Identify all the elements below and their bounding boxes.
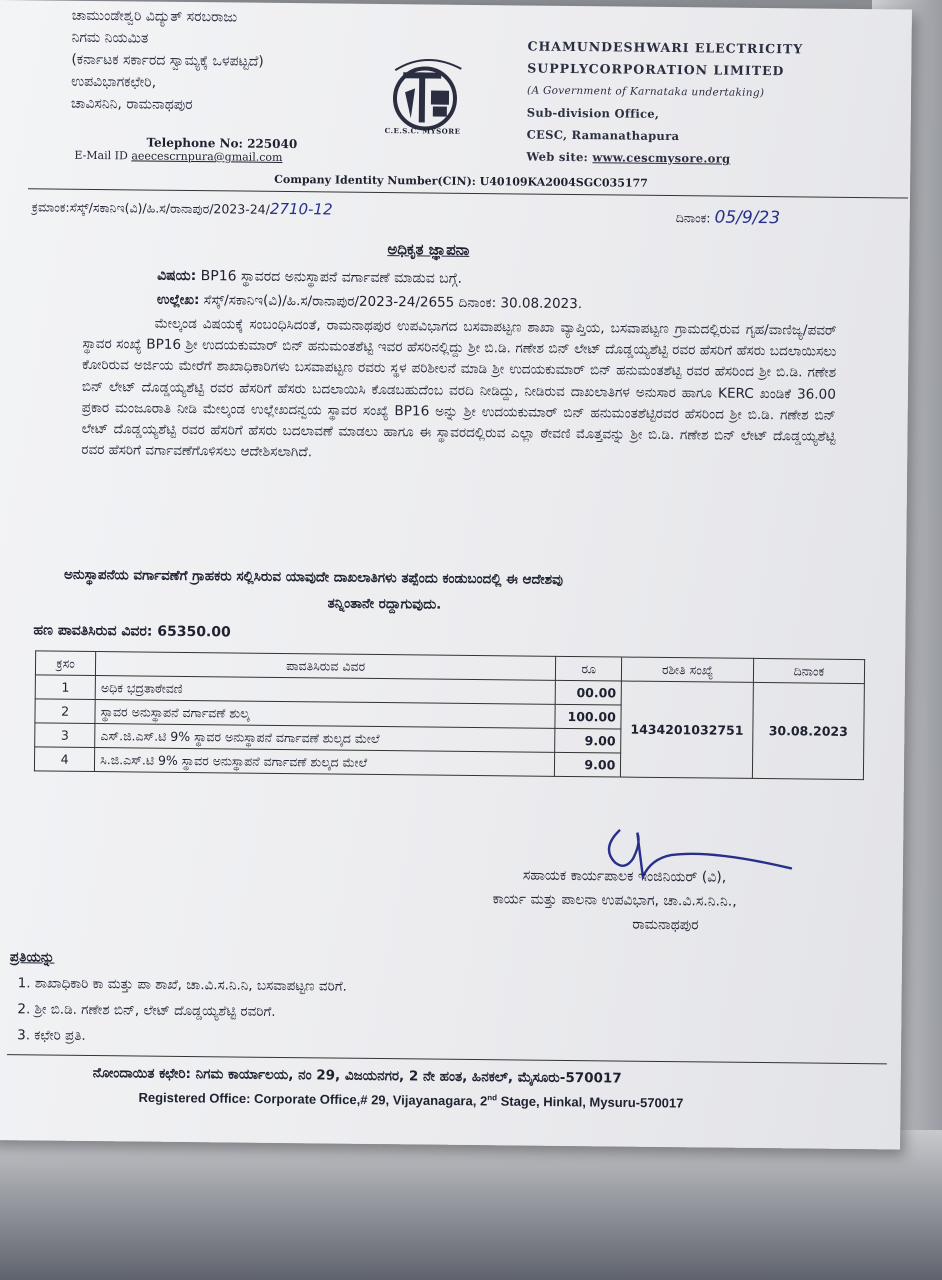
email-link[interactable]: aeecescrnpura@gmail.com <box>131 149 283 164</box>
body-paragraph: ಮೇಲ್ಕಂಡ ವಿಷಯಕ್ಕೆ ಸಂಬಂಧಿಸಿದಂತೆ, ರಾಮನಾಥಪುರ ಉಪವಿಭಾಗದ ಬಸವಾಪಟ್ಟಣ ಶಾಖಾ ವ್ಯಾಪ್ತಿಯ, ಬಸವಾಪಟ್ಟಣ ಗ್ರಾಮದಲ್ಲಿರುವ ಗೃಹ/ವಾಣಿಜ್ಯ/ಪವರ್ ಸ್ಥಾವರ ಸಂಖ್ಯೆ BP16 ಶ್ರೀ ಉದಯಕುಮಾರ್ ಬಿನ್ ಹನುಮಂತಶೆಟ್ಟಿ ಇವರ ಹೆಸರಿನಲ್ಲಿದ್ದು ಶ್ರೀ ಬಿ.ಡಿ. ಗಣೇಶ ಬಿನ್ ಲೇಟ್ ದೊಡ್ಡಯ್ಯಶೆಟ್ಟಿ ರವರ ಹೆಸರಿಗೆ ಹೆಸರು ಬದಲಾಯಿಸಲು ಕೋರಿರುವ ಅರ್ಜಿಯ ಮೇರೆಗೆ ಶಾಖಾಧಿಕಾರಿಗಳು ಬಸವಾಪಟ್ಟಣ ರವರು ಸ್ಥಳ ಪರಿಶೀಲನೆ ಮಾಡಿ ಶ್ರೀ ಉದಯಕುಮಾರ್ ಬಿನ್ ಹನುಮಂತಶೆಟ್ಟಿ ರವರ ಹೆಸರಿಂದ ಶ್ರೀ ಬಿ.ಡಿ. ಗಣೇಶ ಬಿನ್ ಲೇಟ್ ದೊಡ್ಡಯ್ಯಶೆಟ್ಟಿ ರವರ ಹೆಸರಿಗೆ ಹೆಸರು ಬದಲಾಯಿಸಿ ಕೊಡಬಹುದೆಂಬ ವರದಿ ನೀಡಿದ್ದು, ನೀಡಿರುವ ದಾಖಲಾತಿಗಳ ಅನುಸಾರ ಹಾಗೂ KERC ಖಂಡಿಕೆ 36.00 ಪ್ರಕಾರ ಮಂಜೂರಾತಿ ನೀಡಿ ಮೇಲ್ಕಂಡ ಉಲ್ಲೇಖದನ್ವಯ ಸ್ಥಾವರ ಸಂಖ್ಯೆ BP16 ಅನ್ನು ಶ್ರೀ ಉದಯಕುಮಾರ್ ಬಿನ್ ಹನುಮಂತಶೆಟ್ಟಿರವರ ಹೆಸರಿಂದ ಶ್ರೀ ಬಿ.ಡಿ. ಗಣೇಶ ಬಿನ್ ಲೇಟ್ ದೊಡ್ಡಯ್ಯಶೆಟ್ಟಿ ರವರ ಹೆಸರಿಗೆ ಹೆಸರು ಬದಲಾವಣೆ ಮಾಡಲು ಹಾಗೂ ಈ ಸ್ಥಾವರದಲ್ಲಿರುವ ಎಲ್ಲಾ ಠೇವಣಿ ಮೊತ್ತವನ್ನು ಶ್ರೀ ಬಿ.ಡಿ. ಗಣೇಶ ಬಿನ್ ಲೇಟ್ ದೊಡ್ಡಯ್ಯಶೆಟ್ಟಿ ರವರ ಹೆಸರಿಗೆ ವರ್ಗಾವಣೆಗೊಳಿಸಲು ಆದೇಶಿಸಲಾಗಿದೆ. <box>81 315 837 461</box>
warning-line-1: ಅನುಸ್ಥಾಪನೆಯ ವರ್ಗಾವಣೆಗೆ ಗ್ರಾಹಕರು ಸಲ್ಲಿಸಿರುವ ಯಾವುದೇ ದಾಖಲಾತಿಗಳು ತಪ್ಪೆಂದು ಕಂಡುಬಂದಲ್ಲಿ ಈ ಆದೇಶವು <box>63 566 564 588</box>
footer-english <box>138 1090 683 1111</box>
date-line <box>676 207 781 228</box>
reference-text: ಸೆಸ್ಕ್/ಸಕಾನಿಇ(ವಿ)/ಹಿ.ಸ/ರಾನಾಪುರ/2023-24/2655 ದಿನಾಂಕ: 30.08.2023. <box>203 292 583 313</box>
subject-text: BP16 ಸ್ಥಾವರದ ಅನುಸ್ಥಾಪನೆ ವರ್ಗಾವಣೆ ಮಾಡುವ ಬಗ್ಗೆ. <box>200 268 463 287</box>
background-floor <box>0 1130 942 1280</box>
footer-divider <box>7 1054 887 1064</box>
header-kannada <box>71 5 265 117</box>
header-sno: ಕ್ರಸಂ <box>35 651 95 676</box>
signature-line-1: ಸಹಾಯಕ ಕಾರ್ಯಪಾಲಕ ಇಂಜಿನಿಯರ್ (ವಿ), <box>522 867 727 886</box>
subject-line <box>157 268 462 287</box>
subject-label: ವಿಷಯ: <box>157 267 197 285</box>
cell-amount: 9.00 <box>555 728 622 753</box>
header-description: ಪಾವತಿಸಿರುವ ವಿವರ <box>96 652 556 681</box>
footer-kannada: ನೋಂದಾಯಿತ ಕಛೇರಿ: ನಿಗಮ ಕಾರ್ಯಾಲಯ, ನಂ 29, ವಿಜಯನಗರ, 2 ನೇ ಹಂತ, ಹಿನಕಲ್, ಮೈಸೂರು-570017 <box>92 1065 622 1087</box>
cell-sno: 3 <box>35 723 95 748</box>
copies-block <box>9 944 347 1052</box>
copies-heading: ಪ್ರತಿಯನ್ನು <box>9 949 55 966</box>
website-line <box>526 146 802 171</box>
document-title: ಅಧಿಕೃತ ಜ್ಞಾಪನಾ <box>387 240 470 259</box>
cell-receipt-date: 30.08.2023 <box>752 682 864 779</box>
signature-line-2: ಕಾರ್ಯ ಮತ್ತು ಪಾಲನಾ ಉಪವಿಭಾಗ, ಚಾ.ವಿ.ಸ.ನಿ.ನಿ., <box>492 891 737 910</box>
header-en-line: Sub-division Office, <box>526 105 660 121</box>
header-en-line: SUPPLYCORPORATION LIMITED <box>527 60 785 79</box>
website-label: Web site: <box>526 149 589 165</box>
warning-line-2: ತನ್ನಿಂತಾನೇ ರದ್ದಾಗುವುದು. <box>327 595 442 613</box>
handwritten-date: 05/9/23 <box>714 207 781 229</box>
cesc-logo <box>381 52 472 139</box>
cell-description: ಅಧಿಕ ಭದ್ರತಾಠೇವಣಿ <box>95 676 555 705</box>
payment-table <box>34 650 865 780</box>
date-label: ದಿನಾಂಕ: <box>675 210 711 226</box>
email-line <box>74 149 282 164</box>
header-kn-line: ನಿಗಮ ನಿಯಮಿತ <box>71 29 149 47</box>
copy-item: 2. ಶ್ರೀ ಬಿ.ಡಿ. ಗಣೇಶ ಬಿನ್, ಲೇಟ್ ದೊಡ್ಡಯ್ಯಶೆಟ್ಟಿ ರವರಿಗೆ. <box>17 1001 276 1020</box>
cell-sno: 4 <box>34 747 94 772</box>
header-en-line: (A Government of Karnataka undertaking) <box>527 84 765 100</box>
footer-en-suffix: Stage, Hinkal, Mysuru-570017 <box>496 1093 684 1111</box>
cin-number: Company Identity Number(CIN): U40109KA2004SGC035177 <box>274 172 648 190</box>
header-receipt: ರಶೀತಿ ಸಂಖ್ಯೆ <box>622 657 754 682</box>
logo-caption: C.E.S.C. MYSORE <box>384 126 461 136</box>
reference-number: ಕ್ರಮಾಂಕ:ಸೆಸ್ಕ್/ಸಕಾನಿಇ(ವಿ)/ಹಿ.ಸ/ರಾನಾಪುರ/2023-24/ <box>31 199 270 217</box>
cell-amount: 00.00 <box>555 680 622 705</box>
email-label: E-Mail ID <box>74 148 128 163</box>
footer-en-sup: nd <box>487 1093 498 1103</box>
signature-block <box>492 864 737 938</box>
header-kn-line: ಉಪವಿಭಾಗಕಛೇರಿ, <box>71 73 157 91</box>
cell-description: ಎಸ್.ಜಿ.ಎಸ್.ಟಿ 9% ಸ್ಥಾವರ ಅನುಸ್ಥಾಪನೆ ವರ್ಗಾವಣೆ ಶುಲ್ಕದ ಮೇಲೆ <box>95 724 555 753</box>
reference-label: ಉಲ್ಲೇಖ: <box>156 291 200 309</box>
reference-line <box>32 197 333 218</box>
header-kn-line: ಚಾವಿಸನಿನಿ, ರಾಮನಾಥಪುರ <box>70 95 193 114</box>
copy-item: 1. ಶಾಖಾಧಿಕಾರಿ ಕಾ ಮತ್ತು ಪಾ ಶಾಖೆ, ಚಾ.ವಿ.ಸ.ನಿ.ನಿ, ಬಸವಾಪಟ್ಟಣ ವರಿಗೆ. <box>17 975 347 995</box>
cell-amount: 9.00 <box>554 752 621 777</box>
cell-receipt-number: 1434201032751 <box>621 681 754 778</box>
telephone: Telephone No: 225040 <box>146 135 298 152</box>
header-en-line: CHAMUNDESHWARI ELECTRICITY <box>527 38 804 57</box>
cell-sno: 2 <box>35 699 95 724</box>
cell-description: ಸ್ಥಾವರ ಅನುಸ್ಥಾಪನೆ ವರ್ಗಾವಣೆ ಶುಲ್ಕ <box>95 700 555 729</box>
header-divider <box>28 188 908 198</box>
footer-en-prefix: Registered Office: Corporate Office,# 29, Vijayanagara, 2 <box>138 1089 488 1109</box>
header-kn-line: (ಕರ್ನಾಟಕ ಸರ್ಕಾರದ ಸ್ವಾಮ್ಯಕ್ಕೆ ಒಳಪಟ್ಟದೆ) <box>71 51 264 70</box>
header-en-line: CESC, Ramanathapura <box>526 127 680 144</box>
header-kn-line: ಚಾಮುಂಡೇಶ್ವರಿ ವಿದ್ಯುತ್ ಸರಬರಾಜು <box>71 7 238 26</box>
cell-description: ಸಿ.ಜಿ.ಎಸ್.ಟಿ 9% ಸ್ಥಾವರ ಅನುಸ್ಥಾಪನೆ ವರ್ಗಾವಣೆ ಶುಲ್ಕದ ಮೇಲೆ <box>95 748 555 777</box>
handwritten-number: 2710-12 <box>269 199 333 219</box>
header-amount: ರೂ <box>555 656 622 681</box>
reference-quote-line <box>157 292 582 312</box>
payment-summary: ಹಣ ಪಾವತಿಸಿರುವ ವಿವರ: 65350.00 <box>33 622 231 641</box>
copy-item: 3. ಕಛೇರಿ ಪ್ರತಿ. <box>17 1027 86 1044</box>
website-link[interactable]: www.cescmysore.org <box>592 150 731 166</box>
cell-sno: 1 <box>35 675 95 700</box>
signature-line-3: ರಾಮನಾಥಪುರ <box>632 916 699 934</box>
cell-amount: 100.00 <box>555 704 622 729</box>
header-date: ದಿನಾಂಕ <box>753 658 864 683</box>
header-english <box>526 36 803 171</box>
